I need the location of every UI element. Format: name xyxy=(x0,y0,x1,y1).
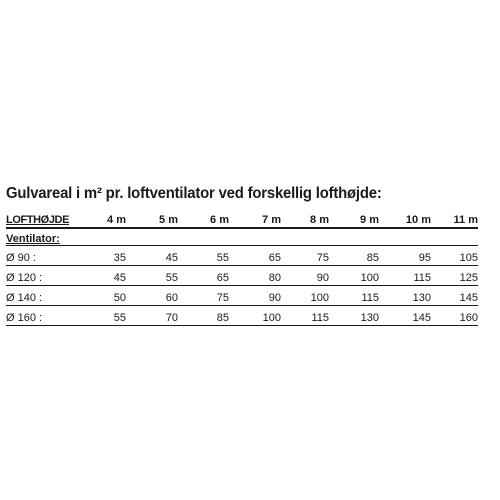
table-cell: 115 xyxy=(379,266,431,286)
row-label: Ø 140 : xyxy=(6,286,76,306)
column-header-10m: 10 m xyxy=(379,209,431,228)
ventilator-section-label: Ventilator: xyxy=(6,228,478,246)
row-label: Ø 120 : xyxy=(6,266,76,286)
table-cell: 130 xyxy=(379,286,431,306)
table-cell: 90 xyxy=(281,266,329,286)
table-cell: 35 xyxy=(76,246,126,266)
header-row xyxy=(6,209,478,228)
table-cell: 125 xyxy=(431,266,478,286)
table-cell: 100 xyxy=(281,286,329,306)
ventilator-section-row xyxy=(6,228,478,246)
ceiling-height-header: LOFTHØJDE xyxy=(6,209,76,228)
table-cell: 55 xyxy=(76,306,126,326)
table-row xyxy=(6,246,478,266)
table-cell: 105 xyxy=(431,246,478,266)
row-label: Ø 90 : xyxy=(6,246,76,266)
table-cell: 100 xyxy=(329,266,379,286)
table-cell: 130 xyxy=(329,306,379,326)
table-cell: 145 xyxy=(379,306,431,326)
table-cell: 85 xyxy=(178,306,229,326)
table-cell: 45 xyxy=(76,266,126,286)
column-header-9m: 9 m xyxy=(329,209,379,228)
table-cell: 85 xyxy=(329,246,379,266)
table-cell: 75 xyxy=(178,286,229,306)
column-header-8m: 8 m xyxy=(281,209,329,228)
column-header-7m: 7 m xyxy=(229,209,281,228)
table-title: Gulvareal i m² pr. loftventilator ved forskellig lofthøjde: xyxy=(6,185,382,202)
table-cell: 95 xyxy=(379,246,431,266)
table-cell: 65 xyxy=(178,266,229,286)
table-cell: 90 xyxy=(229,286,281,306)
table-cell: 70 xyxy=(126,306,178,326)
column-header-11m: 11 m xyxy=(431,209,478,228)
column-header-5m: 5 m xyxy=(126,209,178,228)
table-cell: 80 xyxy=(229,266,281,286)
document-page xyxy=(6,185,478,326)
table-cell: 145 xyxy=(431,286,478,306)
table-row xyxy=(6,266,478,286)
table-cell: 55 xyxy=(178,246,229,266)
table-cell: 60 xyxy=(126,286,178,306)
table-cell: 115 xyxy=(329,286,379,306)
table-cell: 160 xyxy=(431,306,478,326)
table-row xyxy=(6,306,478,326)
table-cell: 100 xyxy=(229,306,281,326)
table-cell: 75 xyxy=(281,246,329,266)
table-row xyxy=(6,286,478,306)
column-header-6m: 6 m xyxy=(178,209,229,228)
table-cell: 50 xyxy=(76,286,126,306)
column-header-4m: 4 m xyxy=(76,209,126,228)
floor-area-table xyxy=(6,209,478,326)
table-cell: 115 xyxy=(281,306,329,326)
table-cell: 45 xyxy=(126,246,178,266)
table-cell: 65 xyxy=(229,246,281,266)
row-label: Ø 160 : xyxy=(6,306,76,326)
table-cell: 55 xyxy=(126,266,178,286)
